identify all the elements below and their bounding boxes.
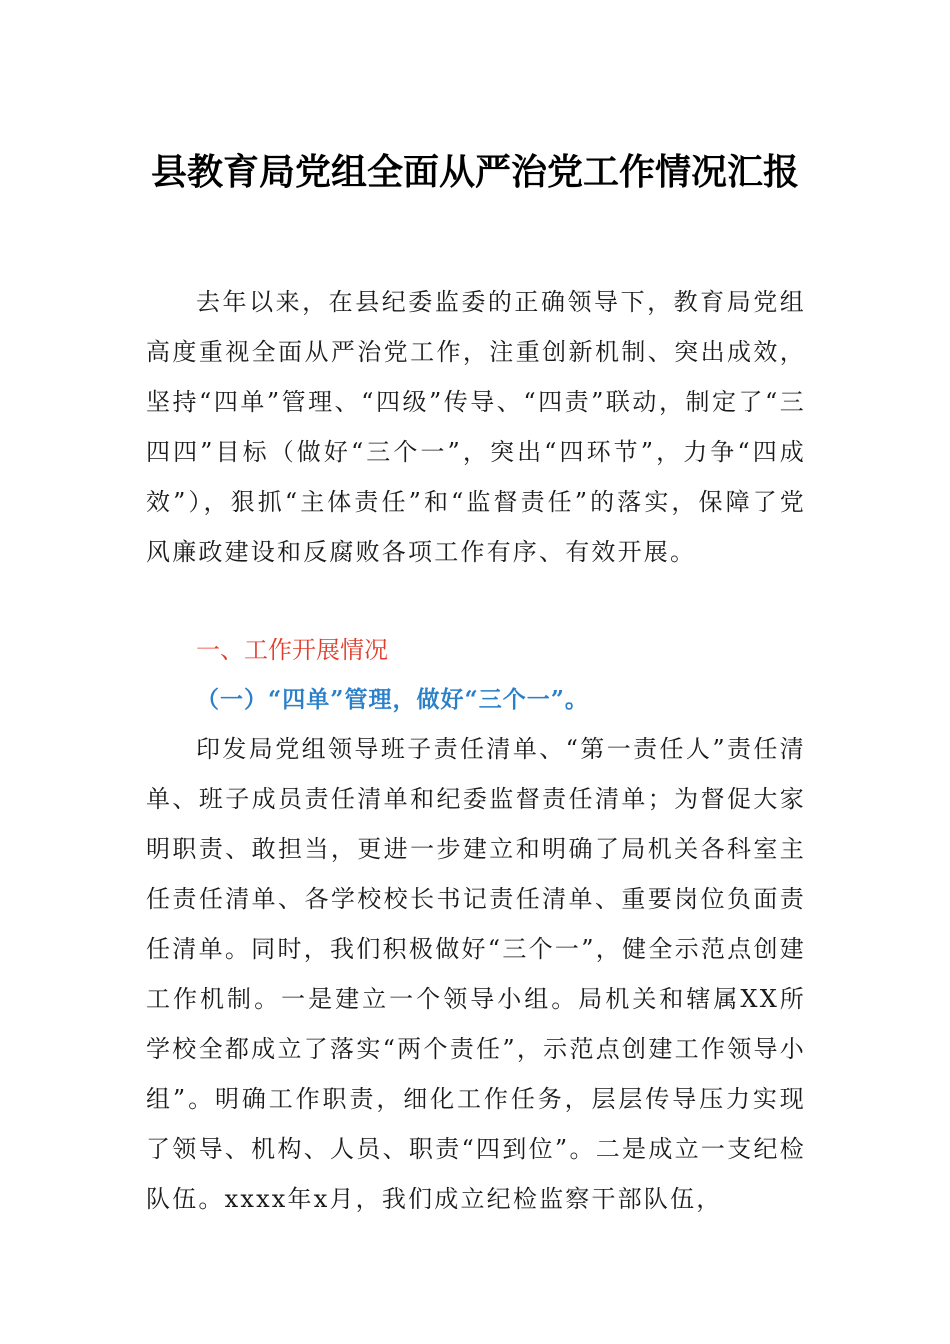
section-heading: 一、工作开展情况 bbox=[196, 636, 388, 664]
document-title: 县教育局党组全面从严治党工作情况汇报 bbox=[150, 151, 799, 193]
subsection-heading: （一）“四单”管理，做好“三个一”。 bbox=[196, 686, 589, 713]
body-paragraph: 印发局党组领导班子责任清单、“第一责任人”责任清单、班子成员责任清单和纪委监督责任清单；为督促大家明职责、敢担当，更进一步建立和明确了局机关各科室主任责任清单、各学校校长书记责任清单、重要岗位负面责任清单。同时，我们积极做好“三个一”，健全示范点创建工作机制。一是建立一个领导小组。局机关和辖属XX所学校全都成立了落实“两个责任”，示范点创建工作领导小组”。明确工作职责，细化工作任务，层层传导压力实现了领导、机构、人员、职责“四到位”。二是成立一支纪检队伍。xxxx年x月，我们成立纪检监察干部队伍， bbox=[146, 735, 806, 1213]
intro-paragraph: 去年以来，在县纪委监委的正确领导下，教育局党组高度重视全面从严治党工作，注重创新机制、突出成效，坚持“四单”管理、“四级”传导、“四责”联动，制定了“三四四”目标（做好“三个一”，突出“四环节”，力争“四成效”），狠抓“主体责任”和“监督责任”的落实，保障了党风廉政建设和反腐败各项工作有序、有效开展。 bbox=[146, 288, 806, 566]
